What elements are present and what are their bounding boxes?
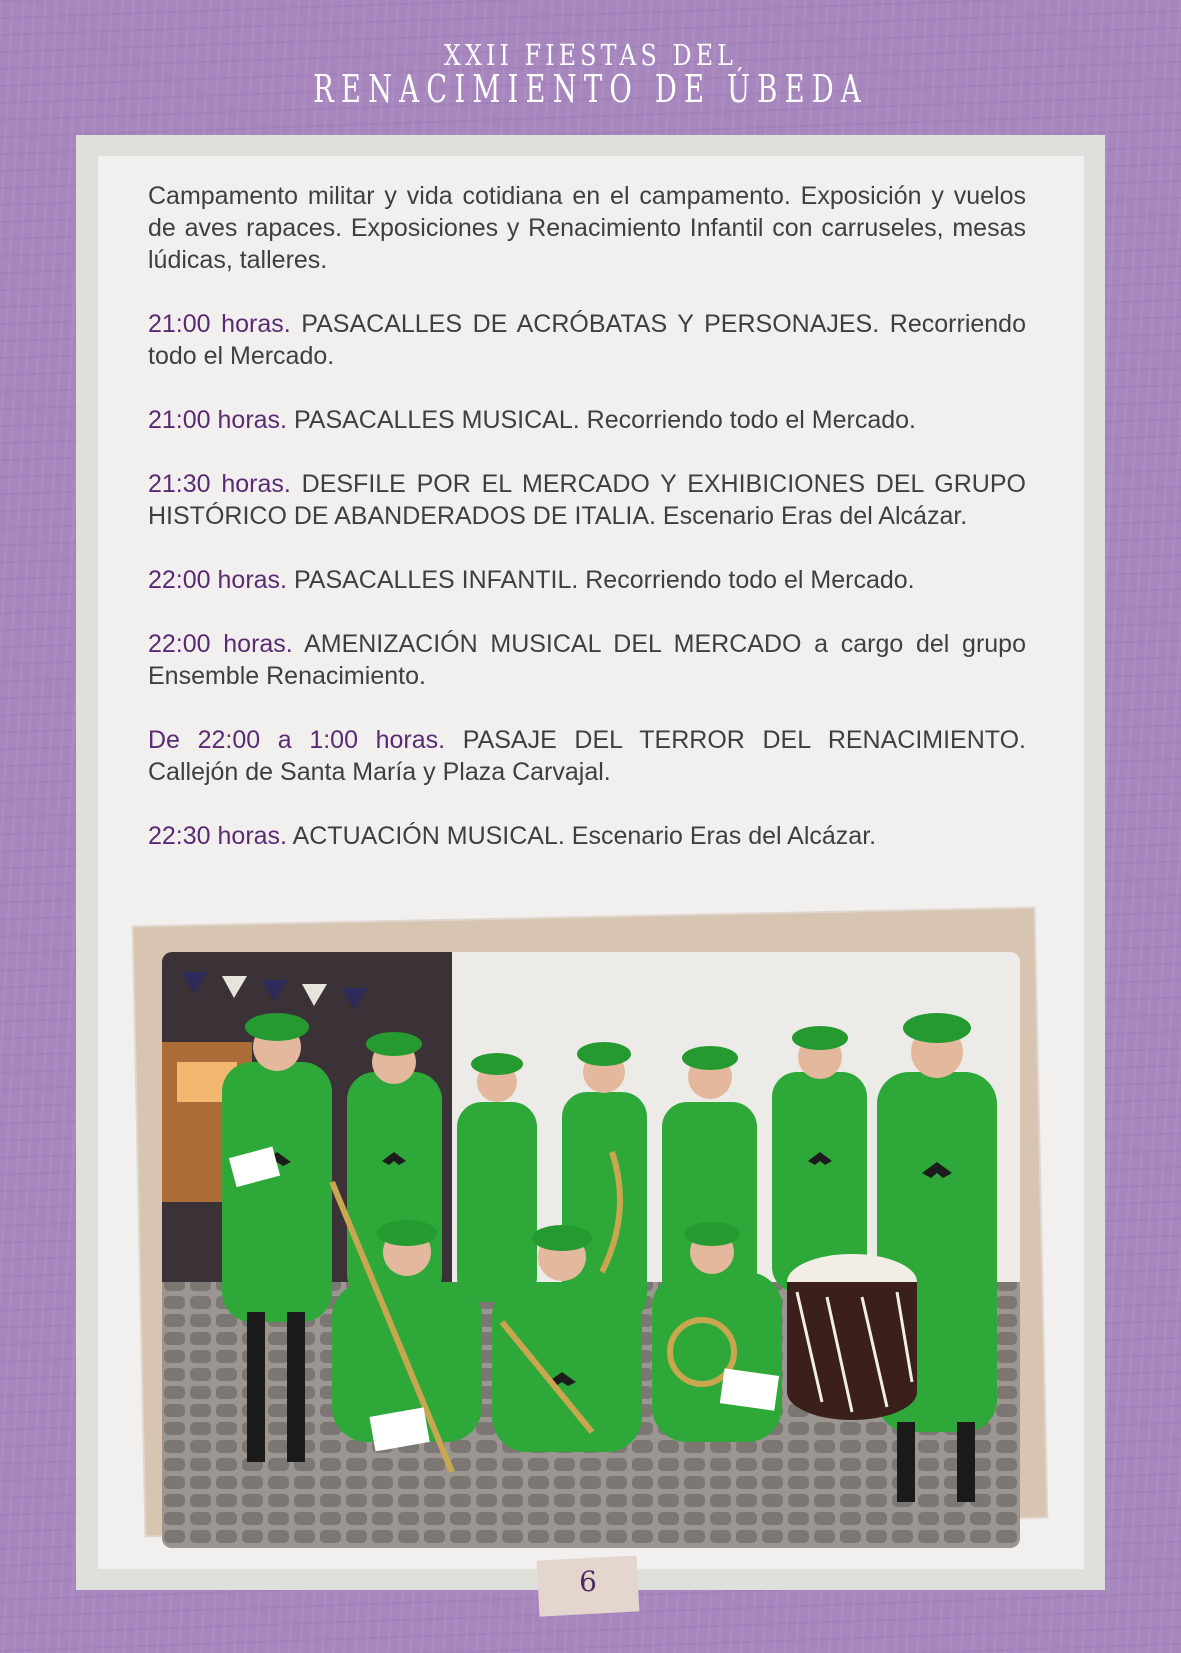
schedule-item	[148, 564, 1026, 596]
page-number: 6	[579, 1565, 597, 1598]
schedule-description: PASACALLES MUSICAL. Recorriendo todo el Mercado.	[287, 406, 916, 434]
schedule-time: 21:00 horas.	[148, 310, 291, 338]
schedule-time: 22:00 horas.	[148, 630, 293, 658]
band-photo	[162, 952, 1020, 1548]
schedule-content	[148, 180, 1026, 884]
page-header	[0, 38, 1181, 110]
schedule-time: 22:00 horas.	[148, 566, 287, 594]
schedule-description: AMENIZACIÓN MUSICAL DEL MERCADO a cargo del grupo Ensemble Renacimiento.	[148, 630, 1026, 690]
schedule-item	[148, 820, 1026, 852]
schedule-item	[148, 308, 1026, 372]
schedule-intro: Campamento militar y vida cotidiana en el campamento. Exposición y vuelos de aves rapaces. Exposiciones y Renacimiento Infantil con carruseles, mesas lúdicas, talleres.	[148, 182, 1026, 274]
band-photo-illustration	[162, 952, 1020, 1548]
schedule-item	[148, 628, 1026, 692]
schedule-item	[148, 404, 1026, 436]
schedule-description: PASACALLES INFANTIL. Recorriendo todo el Mercado.	[287, 566, 915, 594]
schedule-description: ACTUACIÓN MUSICAL. Escenario Eras del Alcázar.	[287, 822, 877, 850]
schedule-description: PASAJE DEL TERROR DEL RENACIMIENTO. Callejón de Santa María y Plaza Carvajal.	[148, 726, 1026, 786]
schedule-item	[148, 724, 1026, 788]
schedule-time: 21:00 horas.	[148, 406, 287, 434]
schedule-time: De 22:00 a 1:00 horas.	[148, 726, 446, 754]
header-title-line2: RENACIMIENTO DE ÚBEDA	[313, 67, 868, 111]
header-title-line1: XXII FIESTAS DEL	[443, 38, 738, 72]
schedule-time: 22:30 horas.	[148, 822, 287, 850]
schedule-description: DESFILE POR EL MERCADO Y EXHIBICIONES DEL GRUPO HISTÓRICO DE ABANDERADOS DE ITALIA. Escenario Eras del Alcázar.	[148, 470, 1026, 530]
schedule-time: 21:30 horas.	[148, 470, 291, 498]
schedule-description: PASACALLES DE ACRÓBATAS Y PERSONAJES. Recorriendo todo el Mercado.	[148, 310, 1026, 370]
schedule-item	[148, 468, 1026, 532]
